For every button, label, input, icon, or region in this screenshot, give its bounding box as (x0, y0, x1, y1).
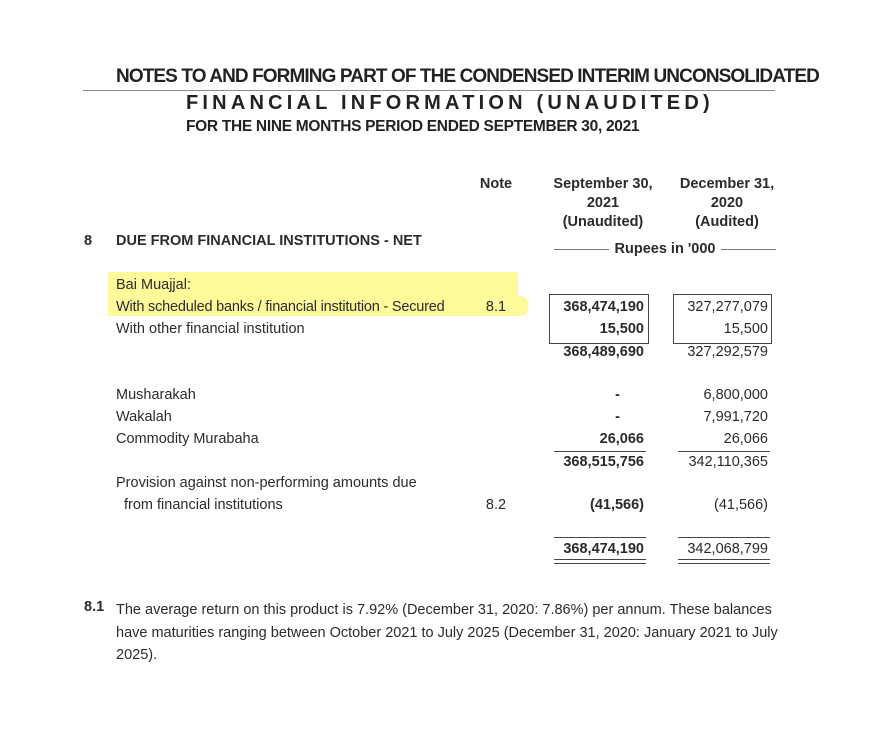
col1-header (545, 175, 661, 232)
col2-header-line1: December 31, (679, 176, 775, 192)
provision-label-line2: from financial institutions (124, 497, 283, 513)
subtotal1-2020: 327,292,579 (687, 344, 768, 360)
subtotal2-2020: 342,110,365 (688, 454, 768, 470)
note-column-header: Note (479, 176, 513, 192)
col1-header-line2: 2021 (586, 195, 620, 211)
scheduled-banks-label: With scheduled banks / financial institution - Secured (116, 299, 445, 315)
musharakah-2021: - (615, 387, 620, 403)
commodity-murabaha-2020: 26,066 (723, 431, 768, 447)
subtotal2-rule-2020 (678, 451, 770, 452)
provision-note: 8.2 (485, 497, 507, 513)
annotation-box-2020 (673, 294, 772, 344)
total-2021: 368,474,190 (563, 541, 644, 557)
total-double-rule-2020 (678, 559, 770, 564)
provision-label-line1: Provision against non-performing amounts due (116, 475, 417, 491)
musharakah-label: Musharakah (116, 387, 196, 403)
wakalah-label: Wakalah (116, 409, 172, 425)
col1-header-line1: September 30, (553, 176, 653, 192)
col2-header-line2: 2020 (710, 195, 744, 211)
col2-header (668, 175, 786, 232)
total-top-rule-2021 (554, 537, 646, 538)
section-number: 8 (84, 233, 93, 249)
subtotal1-2021: 368,489,690 (563, 344, 644, 360)
other-institution-2020: 15,500 (723, 321, 768, 337)
title-divider (83, 90, 775, 91)
commodity-murabaha-2021: 26,066 (599, 431, 644, 447)
provision-2020: (41,566) (713, 497, 768, 513)
other-institution-label: With other financial institution (116, 321, 305, 337)
commodity-murabaha-label: Commodity Murabaha (116, 431, 259, 447)
units-rule-left (554, 249, 609, 250)
other-institution-2021: 15,500 (599, 321, 644, 337)
musharakah-2020: 6,800,000 (703, 387, 768, 403)
footnote-text: The average return on this product is 7.92% (December 31, 2020: 7.86%) per annum. These balances have maturities ranging between October 2021 to July 2025 (December 31, 2020: January 2021 to July 2025). (116, 602, 778, 663)
total-2020: 342,068,799 (687, 541, 768, 557)
footnote-number: 8.1 (84, 599, 105, 615)
wakalah-2020: 7,991,720 (703, 409, 768, 425)
total-top-rule-2020 (678, 537, 770, 538)
period-caption: FOR THE NINE MONTHS PERIOD ENDED SEPTEMBER 30, 2021 (186, 118, 640, 135)
units-caption (554, 239, 776, 259)
bai-muajjal-heading: Bai Muajjal: (116, 277, 191, 293)
col1-header-line3: (Unaudited) (562, 214, 644, 230)
col2-header-line3: (Audited) (695, 214, 759, 230)
units-rule-right (721, 249, 776, 250)
scheduled-banks-note: 8.1 (485, 299, 507, 315)
total-double-rule-2021 (554, 559, 646, 564)
scheduled-banks-2020: 327,277,079 (687, 299, 768, 315)
subtotal2-2021: 368,515,756 (563, 454, 644, 470)
wakalah-2021: - (615, 409, 620, 425)
provision-2021: (41,566) (589, 497, 644, 513)
annotation-box-2021 (549, 294, 649, 344)
section-title: DUE FROM FINANCIAL INSTITUTIONS - NET (116, 233, 422, 249)
units-label: Rupees in '000 (614, 241, 716, 257)
page-subtitle: FINANCIAL INFORMATION (UNAUDITED) (186, 92, 714, 114)
scheduled-banks-2021: 368,474,190 (563, 299, 644, 315)
page-title: NOTES TO AND FORMING PART OF THE CONDENSED INTERIM UNCONSOLIDATED (116, 66, 819, 87)
subtotal2-rule-2021 (554, 451, 646, 452)
